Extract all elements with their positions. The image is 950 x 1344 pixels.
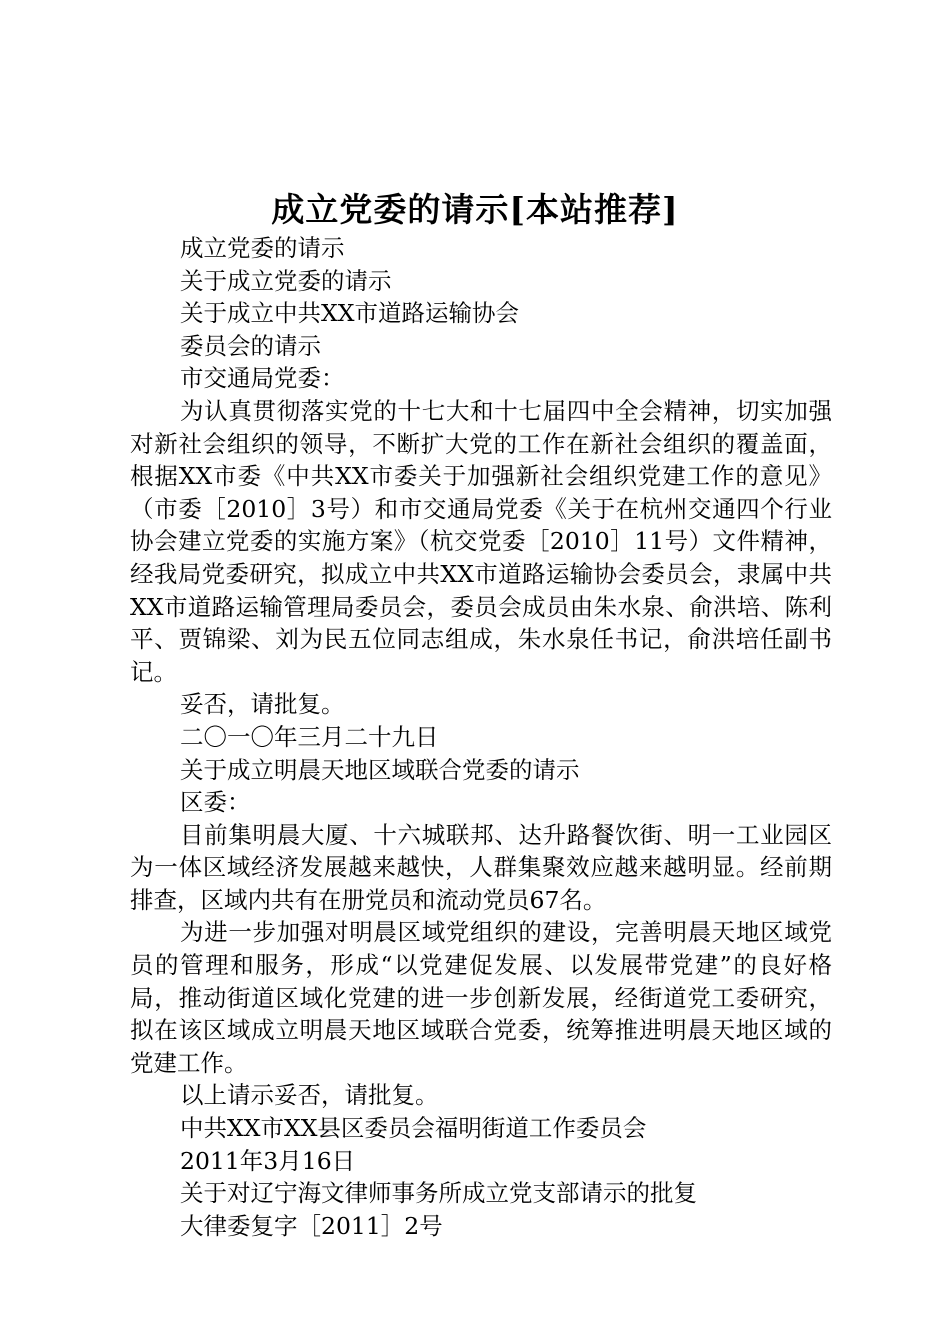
paragraph: 大律委复字［2011］2号 [180, 1211, 443, 1240]
paragraph: 为认真贯彻落实党的十七大和十七届四中全会精神，切实加强对新社会组织的领导，不断扩大党的工作在新社会组织的覆盖面，根据XX市委《中共XX市委关于加强新社会组织党建工作的意见》（市委［2010］3号）和市交通局党委《关于在杭州交通四个行业协会建立党委的实施方案》（杭交党委［2010］11号）文件精神，经我局党委研究，拟成立中共XX市道路运输协会委员会，隶属中共XX市道路运输管理局委员会，委员会成员由朱水泉、俞洪培、陈利平、贾锦梁、刘为民五位同志组成，朱水泉任书记，俞洪培任副书记。 [130, 396, 832, 686]
paragraph: 区委： [180, 788, 251, 817]
paragraph: 成立党委的请示 [180, 234, 345, 262]
document-body [130, 232, 832, 1242]
paragraph: 关于成立党委的请示 [180, 266, 392, 295]
paragraph: 2011年3月16日 [180, 1146, 356, 1175]
paragraph: 关于对辽宁海文律师事务所成立党支部请示的批复 [180, 1179, 697, 1208]
paragraph: 关于成立中共XX市道路运输协会 [180, 299, 519, 328]
paragraph: 妥否，请批复。 [180, 690, 345, 719]
paragraph: 关于成立明晨天地区域联合党委的请示 [180, 755, 580, 784]
paragraph: 二〇一〇年三月二十九日 [180, 722, 439, 751]
paragraph: 目前集明晨大厦、十六城联邦、达升路餐饮街、明一工业园区为一体区域经济发展越来越快，人群集聚效应越来越明显。经前期排查，区域内共有在册党员和流动党员67名。 [130, 820, 832, 914]
paragraph: 市交通局党委： [180, 364, 345, 393]
paragraph: 以上请示妥否，请批复。 [180, 1081, 439, 1110]
paragraph: 中共XX市XX县区委员会福明街道工作委员会 [180, 1114, 647, 1143]
document-title: 成立党委的请示[本站推荐] [271, 190, 679, 229]
paragraph: 委员会的请示 [180, 331, 321, 360]
paragraph: 为进一步加强对明晨区域党组织的建设，完善明晨天地区域党员的管理和服务，形成“以党建促发展、以发展带党建”的良好格局，推动街道区域化党建的进一步创新发展，经街道党工委研究，拟在该区域成立明晨天地区域联合党委，统筹推进明晨天地区域的党建工作。 [130, 918, 832, 1077]
